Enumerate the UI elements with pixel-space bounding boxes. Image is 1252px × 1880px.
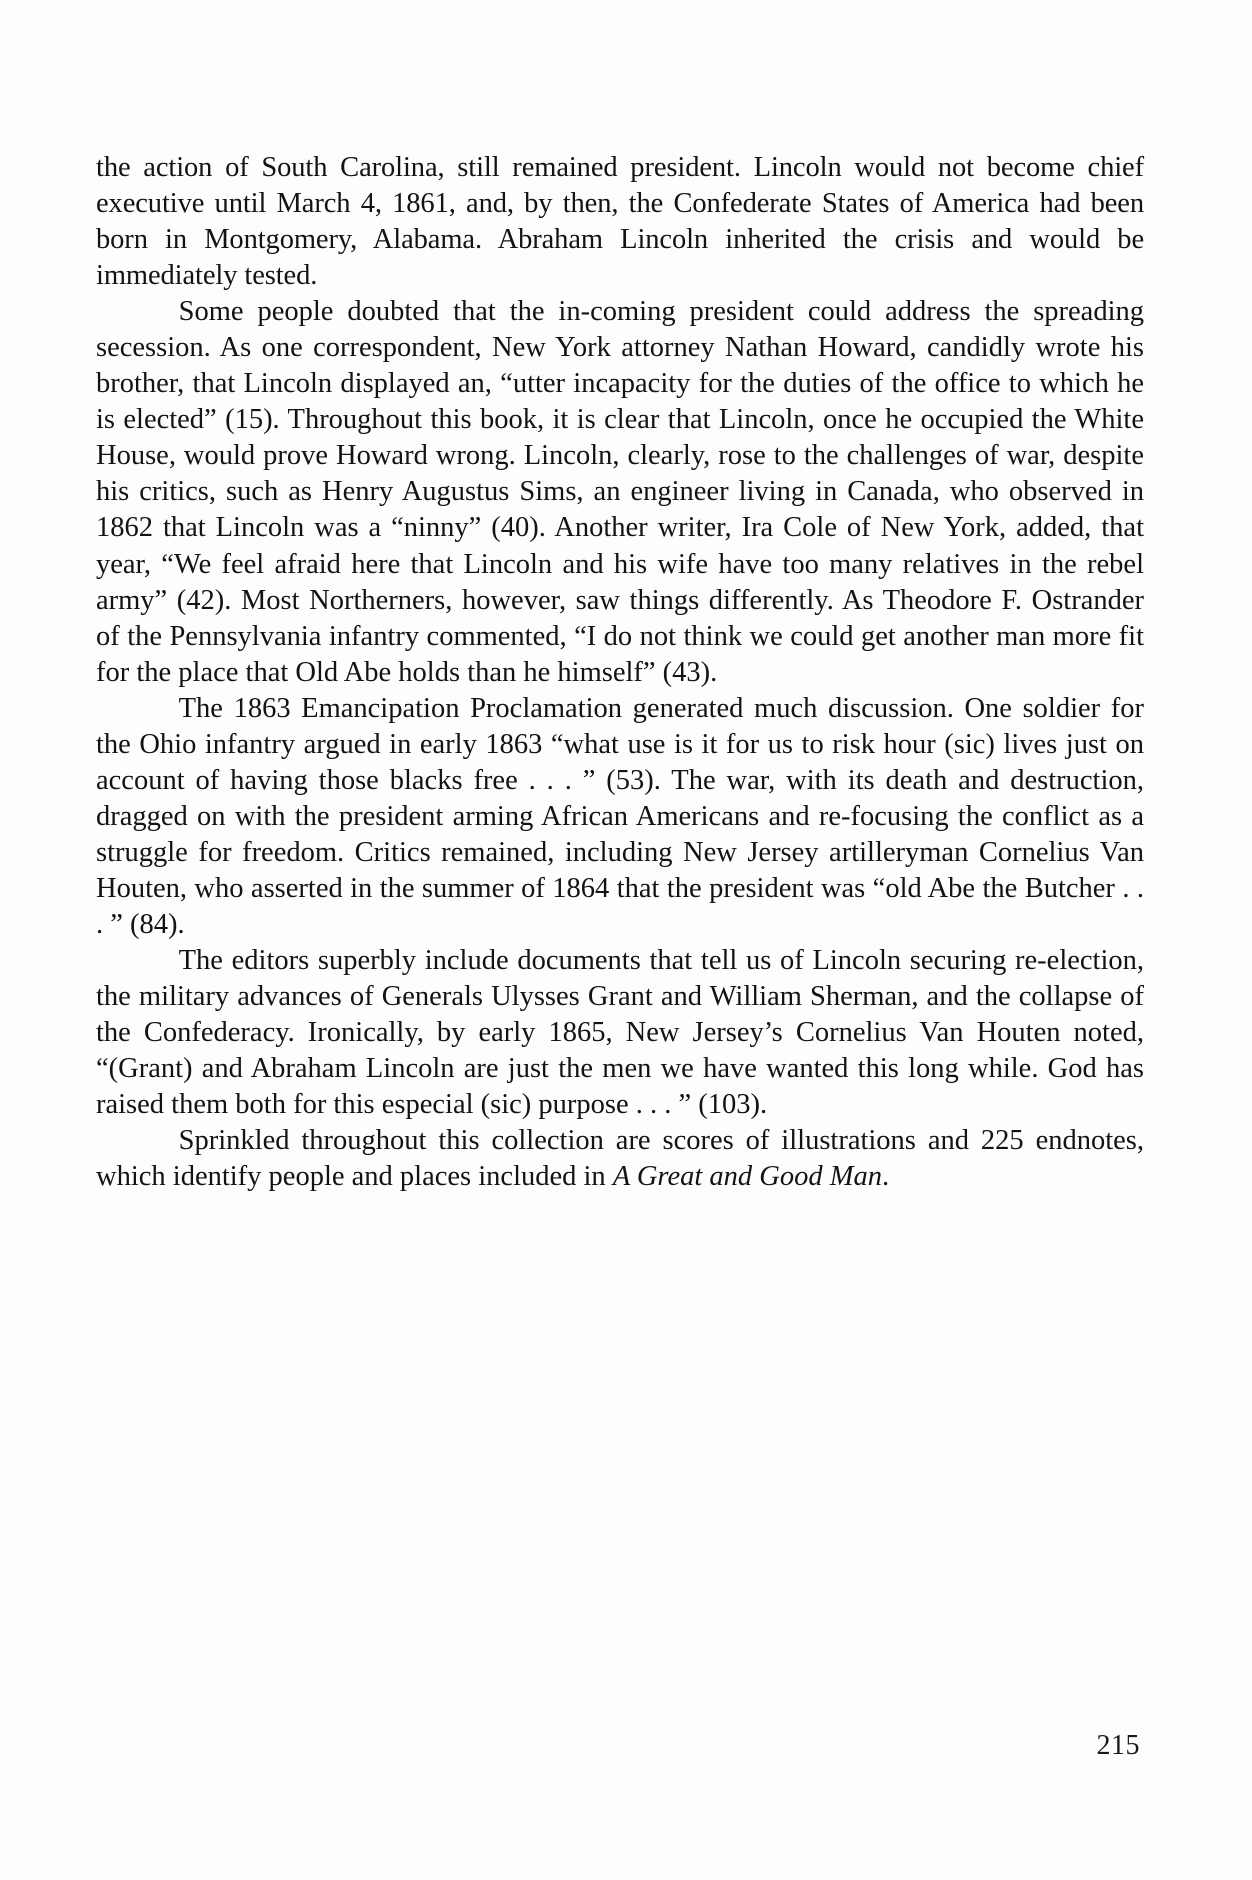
page-number: 215 bbox=[1096, 1730, 1140, 1761]
paragraph-text-before-title: Sprinkled throughout this collection are scores of illustrations and 225 endnotes, which identify people and places included in bbox=[96, 1125, 1144, 1193]
paragraph-illustrations-endnotes bbox=[96, 1123, 1144, 1195]
paragraph-continuation: the action of South Carolina, still remained president. Lincoln would not become chief executive until March 4, 1861, and, by then, the Confederate States of America had been born in Montgomery, Alabama. Abraham Lincoln inherited the crisis and would be immediately tested. bbox=[96, 152, 1144, 292]
paragraph-editors-documents: The editors superbly include documents that tell us of Lincoln securing re-election, the military advances of Generals Ulysses Grant and William Sherman, and the collapse of the Confederacy. Ironically, by early 1865, New Jersey’s Cornelius Van Houten noted, “(Grant) and Abraham Lincoln are just the men we have wanted this long while. God has raised them both for this especial (sic) purpose . . . ” (103). bbox=[96, 945, 1144, 1121]
paragraph-emancipation-proclamation: The 1863 Emancipation Proclamation generated much discussion. One soldier for the Ohio infantry argued in early 1863 “what use is it for us to risk hour (sic) lives just on account of having those blacks free . . . ” (53). The war, with its death and destruction, dragged on with the president arming African Americans and re-focusing the conflict as a struggle for freedom. Critics remained, including New Jersey artilleryman Cornelius Van Houten, who asserted in the summer of 1864 that the president was “old Abe the Butcher . . . ” (84). bbox=[96, 692, 1144, 940]
book-title-italic: A Great and Good Man bbox=[612, 1161, 882, 1193]
page-body bbox=[96, 150, 1144, 1195]
paragraph-text-after-title: . bbox=[881, 1161, 890, 1193]
paragraph-doubts-about-lincoln: Some people doubted that the in-coming president could address the spreading secession. As one correspondent, New York attorney Nathan Howard, candidly wrote his brother, that Lincoln displayed an, “utter incapacity for the duties of the office to which he is elected” (15). Throughout this book, it is clear that Lincoln, once he occupied the White House, would prove Howard wrong. Lincoln, clearly, rose to the challenges of war, despite his critics, such as Henry Augustus Sims, an engineer living in Canada, who observed in 1862 that Lincoln was a “ninny” (40). Another writer, Ira Cole of New York, added, that year, “We feel afraid here that Lincoln and his wife have too many relatives in the rebel army” (42). Most Northerners, however, saw things differently. As Theodore F. Ostrander of the Pennsylvania infantry commented, “I do not think we could get another man more fit for the place that Old Abe holds than he himself” (43). bbox=[96, 296, 1144, 688]
